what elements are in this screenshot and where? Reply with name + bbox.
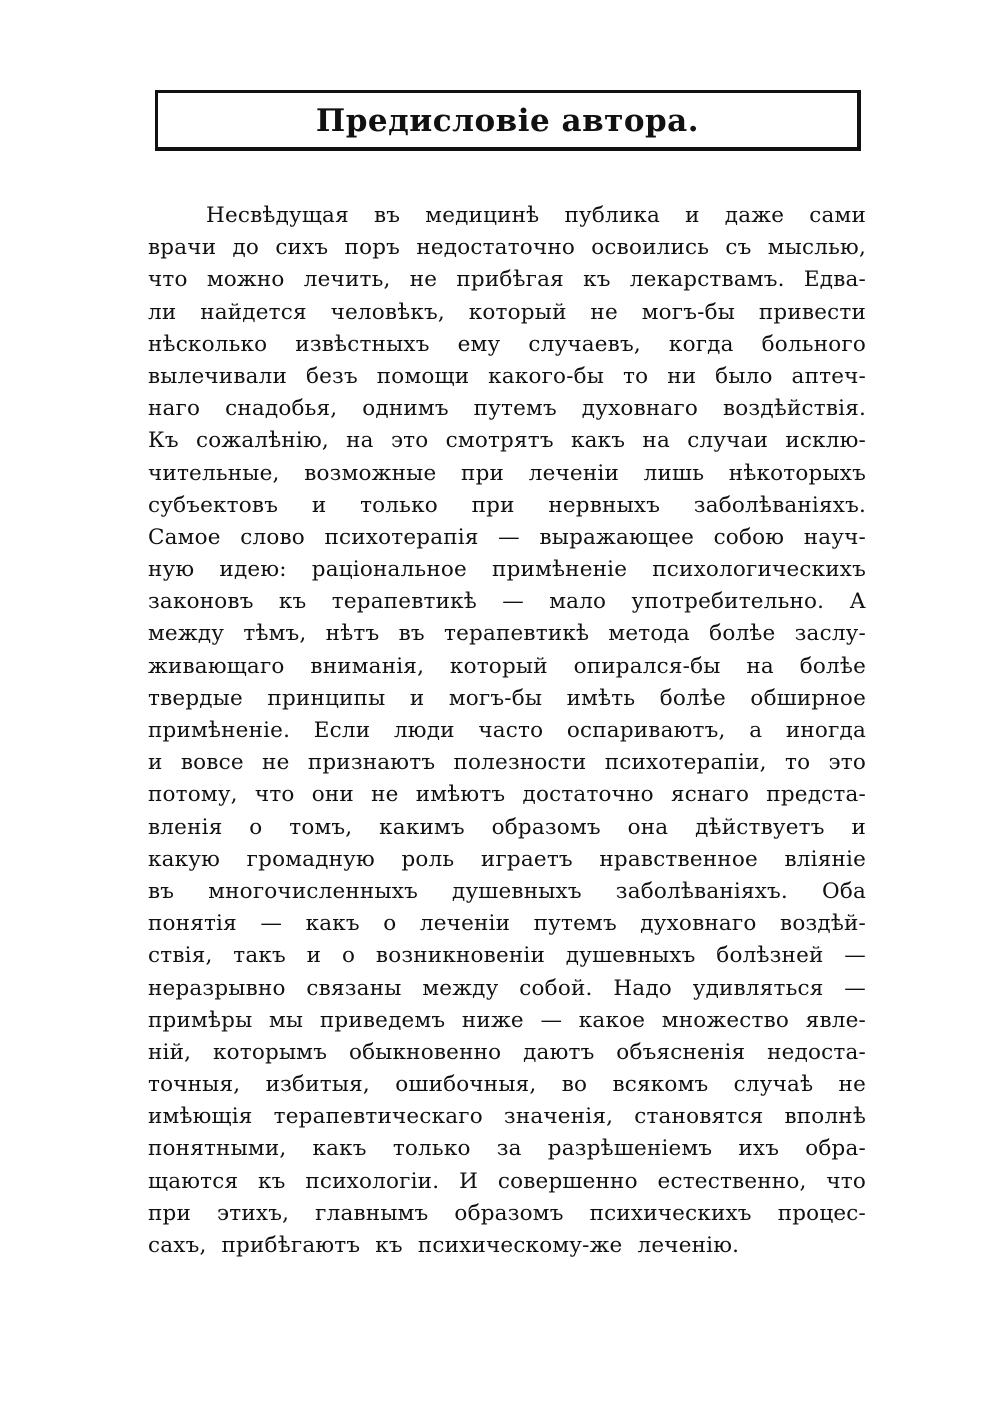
text-line: ствія, такъ и о возникновеніи душевныхъ болѣзней — xyxy=(148,943,866,969)
text-line: субъектовъ и только при нервныхъ заболѣваніяхъ. xyxy=(148,492,866,518)
text-line: Къ сожалѣнію, на это смотрятъ какъ на случаи исклю- xyxy=(148,428,866,454)
title-frame xyxy=(155,90,861,150)
text-line: ній, которымъ обыкновенно даютъ объясненія недоста- xyxy=(148,1039,866,1065)
text-line: сахъ, прибѣгаютъ къ психическому-же леченію. xyxy=(148,1233,740,1258)
text-line: щаются къ психологіи. И совершенно естественно, что xyxy=(148,1168,866,1194)
text-line: какую громадную роль играетъ нравственное вліяніе xyxy=(148,846,866,872)
page-title: Предисловіе автора. xyxy=(315,103,700,139)
text-line: живающаго вниманія, который опирался-бы на болѣе xyxy=(148,653,866,679)
text-line: твердые принципы и могъ-бы имѣть болѣе обширное xyxy=(148,685,866,711)
text-line: врачи до сихъ поръ недостаточно освоились съ мыслью, xyxy=(148,235,866,261)
text-line: и вовсе не признаютъ полезности психотерапіи, то это xyxy=(148,750,866,776)
preface-text xyxy=(148,200,866,1262)
text-line: Несвѣдущая въ медицинѣ публика и даже сами xyxy=(206,203,866,228)
text-line: въ многочисленныхъ душевныхъ заболѣваніяхъ. Оба xyxy=(148,878,866,904)
text-line: между тѣмъ, нѣтъ въ терапевтикѣ метода болѣе заслу- xyxy=(148,621,866,647)
text-line: законовъ къ терапевтикѣ — мало употребительно. А xyxy=(148,589,866,615)
text-line: потому, что они не имѣютъ достаточно яснаго предста- xyxy=(148,782,866,808)
text-line: понятными, какъ только за разрѣшеніемъ ихъ обра- xyxy=(148,1136,866,1162)
text-line: примѣненіе. Если люди часто оспариваютъ, а иногда xyxy=(148,718,866,743)
text-line: при этихъ, главнымъ образомъ психическихъ процес- xyxy=(148,1200,866,1226)
text-line: ную идею: раціональное примѣненіе психологическихъ xyxy=(148,557,866,583)
text-line: понятія — какъ о леченіи путемъ духовнаго воздѣй- xyxy=(148,911,866,937)
text-line: вленія о томъ, какимъ образомъ она дѣйствуетъ и xyxy=(148,814,866,840)
text-line: вылечивали безъ помощи какого-бы то ни было аптеч- xyxy=(148,363,866,389)
text-line: примѣры мы приведемъ ниже — какое множество явле- xyxy=(148,1007,866,1033)
text-line: неразрывно связаны между собой. Надо удивляться — xyxy=(148,975,866,1001)
text-line: имѣющія терапевтическаго значенія, становятся вполнѣ xyxy=(148,1104,866,1130)
text-line: что можно лечить, не прибѣгая къ лекарствамъ. Едва- xyxy=(148,267,866,293)
text-line: Самое слово психотерапія — выражающее собою науч- xyxy=(148,524,866,550)
text-line: ли найдется человѣкъ, который не могъ-бы привести xyxy=(148,299,866,325)
text-line: нѣсколько извѣстныхъ ему случаевъ, когда больного xyxy=(148,331,866,357)
text-line: точныя, избитыя, ошибочныя, во всякомъ случаѣ не xyxy=(148,1072,866,1098)
text-line: наго снадобья, однимъ путемъ духовнаго воздѣйствія. xyxy=(148,396,866,422)
text-line: чительные, возможные при леченіи лишь нѣкоторыхъ xyxy=(148,460,866,486)
